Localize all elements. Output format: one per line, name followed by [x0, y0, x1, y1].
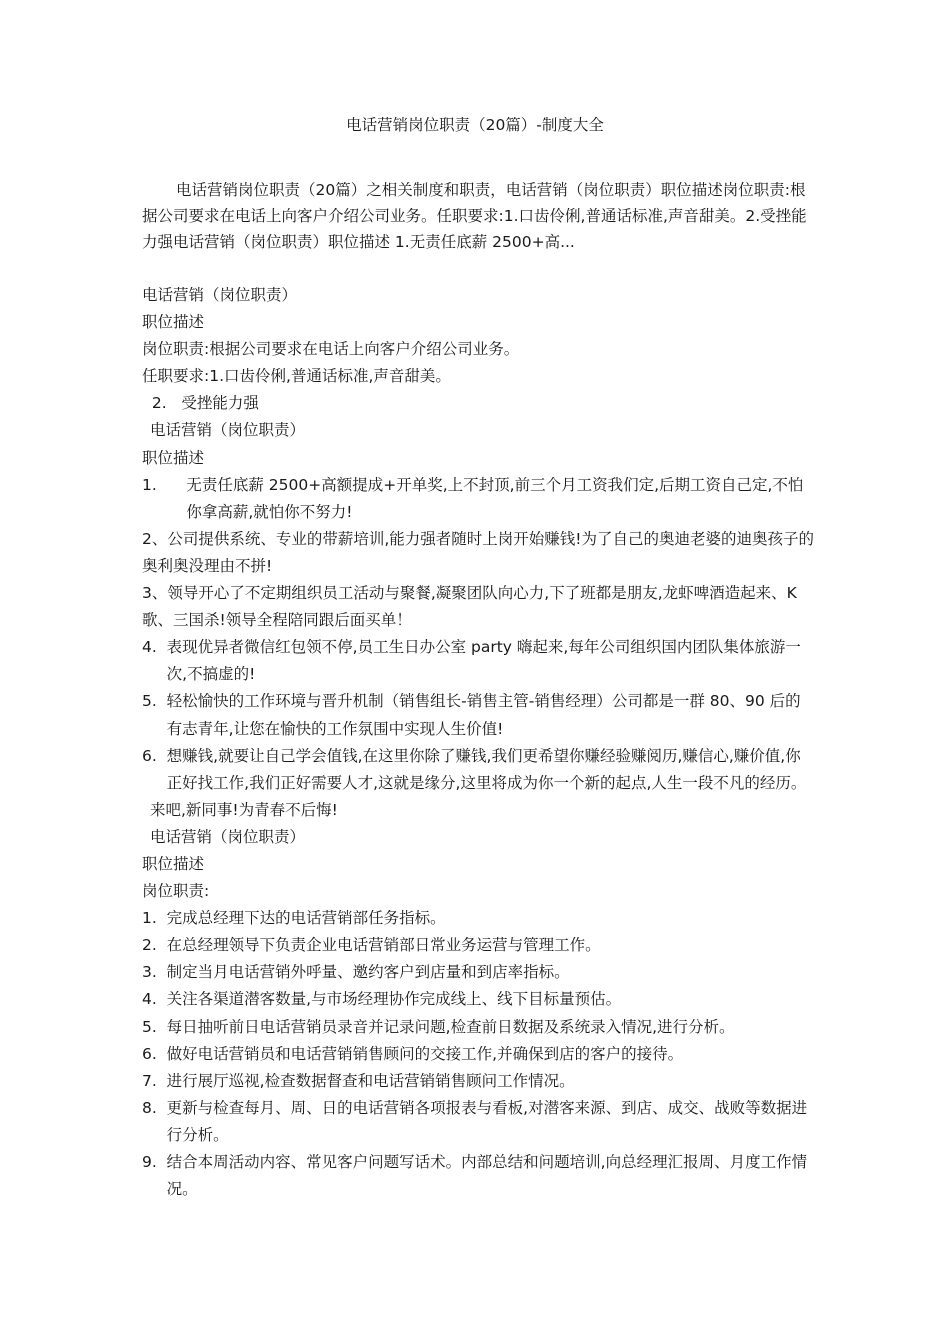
list-item [142, 1014, 814, 1041]
list-item [142, 959, 814, 986]
list-item [142, 905, 814, 932]
requirement-line: 任职要求:1.口齿伶俐,普通话标准,声音甜美。 [142, 367, 451, 386]
document-title: 电话营销岗位职责（20篇）-制度大全 [346, 116, 604, 134]
list-text: 2、公司提供系统、专业的带薪培训,能力强者随时上岗开始赚钱!为了自己的奥迪老婆的迪奥孩子的奥利奥没理由不拼! [142, 529, 815, 575]
section-subheading: 职位描述 [142, 313, 205, 332]
list-text: 制定当月电话营销外呼量、邀约客户到店量和到店率指标。 [166, 963, 570, 982]
list-text: 做好电话营销员和电话营销销售顾问的交接工作,并确保到店的客户的接待。 [166, 1044, 684, 1063]
list-number: 1. [142, 475, 187, 494]
list-item [142, 472, 814, 526]
list-item [142, 1068, 814, 1095]
list-number: 4. [142, 990, 167, 1009]
duty-label: 岗位职责: [142, 882, 210, 901]
list-number: 6. [142, 746, 167, 765]
list-text: 3、领导开心了不定期组织员工活动与聚餐,凝聚团队向心力,下了班都是朋友,龙虾啤酒造起来、K 歌、三国杀!领导全程陪同跟后面买单！ [142, 584, 797, 630]
list-number: 7. [142, 1071, 167, 1090]
intro-paragraph: 电话营销岗位职责（20篇）之相关制度和职责，电话营销（岗位职责）职位描述岗位职责:根据公司要求在电话上向客户介绍公司业务。任职要求:1.口齿伶俐,普通话标准,声音甜美。2.受挫能力强电话营销（岗位职责）职位描述 1.无责任底薪 2500+高... [142, 181, 807, 251]
list-text: 结合本周活动内容、常见客户问题写话术。内部总结和问题培训,向总经理汇报周、月度工作情况。 [166, 1153, 808, 1199]
section-subheading: 职位描述 [142, 448, 205, 467]
list-text: 轻松愉快的工作环境与晋升机制（销售组长-销售主管-销售经理）公司都是一群 80、90 后的有志青年,让您在愉快的工作氛围中实现人生价值! [166, 692, 801, 738]
document-body [142, 282, 814, 1203]
list-item [142, 1149, 814, 1203]
list-text: 想赚钱,就要让自己学会值钱,在这里你除了赚钱,我们更希望你赚经验赚阅历,赚信心,赚价值,你正好找工作,我们正好需要人才,这就是缘分,这里将成为你一个新的起点,人生一段不凡的经历。 [166, 746, 807, 792]
section-heading: 电话营销（岗位职责） [150, 421, 306, 440]
list-text: 无责任底薪 2500+高额提成+开单奖,上不封顶,前三个月工资我们定,后期工资自己定,不怕你拿高薪,就怕你不努力! [186, 475, 804, 521]
list-item [142, 526, 814, 580]
duty-line: 岗位职责:根据公司要求在电话上向客户介绍公司业务。 [142, 340, 520, 359]
section-heading: 电话营销（岗位职责） [150, 827, 306, 846]
list-number: 6. [142, 1044, 167, 1063]
list-text: 关注各渠道潜客数量,与市场经理协作完成线上、线下目标量预估。 [166, 990, 622, 1009]
section-subheading: 职位描述 [142, 854, 205, 873]
list-number: 8. [142, 1098, 167, 1117]
list-text: 完成总经理下达的电话营销部任务指标。 [166, 909, 446, 928]
list-item [142, 634, 814, 688]
list-item [142, 580, 814, 634]
list-item [142, 1095, 814, 1149]
list-number: 5. [142, 1017, 167, 1036]
list-item [142, 688, 814, 742]
list-text: 在总经理领导下负责企业电话营销部日常业务运营与管理工作。 [166, 936, 601, 955]
section-heading: 电话营销（岗位职责） [142, 286, 298, 304]
list-number: 1. [142, 909, 167, 928]
list-text: 每日抽听前日电话营销员录音并记录问题,检查前日数据及系统录入情况,进行分析。 [166, 1017, 735, 1036]
list-item [142, 743, 814, 797]
closing-line: 来吧,新同事!为青春不后悔! [150, 800, 338, 819]
list-text: 表现优异者微信红包领不停,员工生日办公室 party 嗨起来,每年公司组织国内团队集体旅游一次,不搞虚的! [166, 638, 801, 684]
list-number: 9. [142, 1153, 167, 1171]
list-text: 进行展厅巡视,检查数据督查和电话营销销售顾问工作情况。 [166, 1071, 575, 1090]
list-number: 3. [142, 963, 167, 982]
list-item [142, 932, 814, 959]
list-number: 2. [142, 936, 167, 955]
requirement-line-2: 2. 受挫能力强 [142, 394, 259, 413]
list-item [142, 1041, 814, 1068]
list-number: 5. [142, 692, 167, 711]
list-number: 4. [142, 638, 167, 657]
list-text: 更新与检查每月、周、日的电话营销各项报表与看板,对潜客来源、到店、成交、战败等数据进行分析。 [166, 1098, 808, 1144]
list-item [142, 986, 814, 1013]
